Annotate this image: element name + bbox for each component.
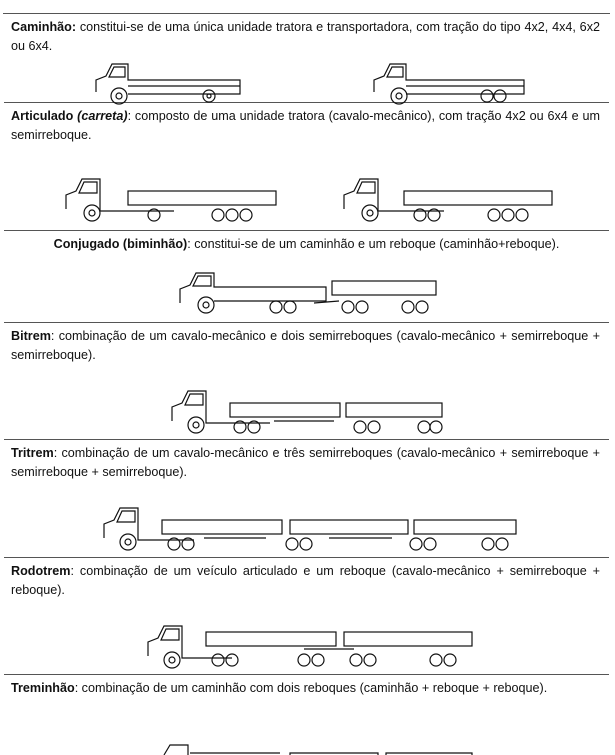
row-term: Caminhão: <box>11 20 77 34</box>
row-treminhao <box>4 675 609 755</box>
row-term: Tritrem <box>11 446 54 460</box>
vehicle-types-table <box>3 13 610 695</box>
row-text: : combinação de um cavalo-mecânico e três semirreboques (cavalo-mecânico + semirreboque + semirreboque + semirreboque). <box>11 446 600 479</box>
tritrem-icon <box>4 440 609 558</box>
row-conjugado <box>4 231 609 323</box>
row-term-italic: (carreta) <box>77 109 128 123</box>
row-caminhao <box>4 14 609 103</box>
row-rodotrem <box>4 558 609 675</box>
row-text: : composto de uma unidade tratora (cavalo-mecânico), com tração 4x2 ou 6x4 e um semirreboque. <box>11 109 600 142</box>
row-term: Conjugado (biminhão) <box>53 237 188 251</box>
row-term: Bitrem <box>11 329 51 343</box>
truck-icon <box>4 14 609 103</box>
treminhao-icon <box>4 675 609 755</box>
row-articulado <box>4 103 609 231</box>
articulated-truck-icon <box>4 103 609 231</box>
row-bitrem <box>4 323 609 440</box>
rodotrem-icon <box>4 558 609 675</box>
row-tritrem <box>4 440 609 558</box>
row-text: : combinação de um veículo articulado e um reboque (cavalo-mecânico + semirreboque + reboque). <box>11 564 600 597</box>
row-text: : combinação de um caminhão com dois reboques (caminhão + reboque + reboque). <box>74 681 548 695</box>
row-term: Treminhão <box>11 681 75 695</box>
row-text: constitui-se de uma única unidade tratora e transportadora, com tração do tipo 4x2, 4x4, 6x2 ou 6x4. <box>11 20 600 53</box>
row-text: : constitui-se de um caminhão e um reboque (caminhão+reboque). <box>187 237 560 251</box>
row-term: Rodotrem <box>11 564 71 578</box>
row-text: : combinação de um cavalo-mecânico e dois semirreboques (cavalo-mecânico + semirreboque + semirreboque). <box>11 329 600 362</box>
bitrem-icon <box>4 323 609 440</box>
row-term: Articulado <box>11 109 74 123</box>
biminhao-icon <box>4 231 609 323</box>
